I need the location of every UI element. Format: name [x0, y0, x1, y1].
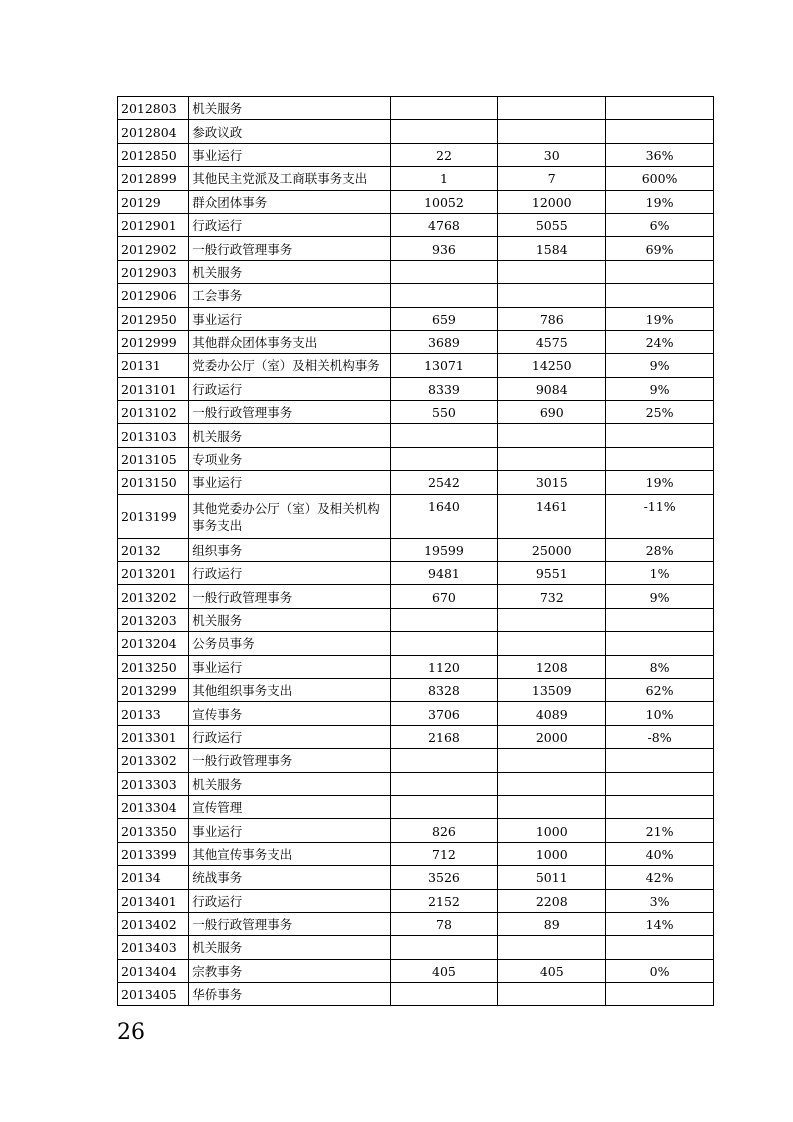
subject-name-cell: 一般行政管理事务: [189, 401, 390, 424]
table-row: [118, 983, 714, 1006]
subject-name-cell: 事业运行: [189, 143, 390, 166]
subject-name-cell: 机关服务: [189, 772, 390, 795]
subject-name-cell: 群众团体事务: [189, 190, 390, 213]
previous-year-amount-cell: [390, 260, 498, 283]
subject-code-cell: 2013150: [118, 471, 189, 494]
current-year-amount-cell: [498, 795, 606, 818]
growth-rate-cell: 9%: [606, 377, 714, 400]
subject-name-cell: 宣传管理: [189, 795, 390, 818]
subject-code-cell: 2013299: [118, 678, 189, 701]
current-year-amount-cell: [498, 632, 606, 655]
subject-code-cell: 2013402: [118, 912, 189, 935]
table-row: [118, 866, 714, 889]
subject-name-cell: 事业运行: [189, 471, 390, 494]
previous-year-amount-cell: 13071: [390, 354, 498, 377]
previous-year-amount-cell: 2152: [390, 889, 498, 912]
growth-rate-cell: [606, 772, 714, 795]
table-row: [118, 167, 714, 190]
table-row: [118, 538, 714, 561]
table-row: [118, 889, 714, 912]
subject-name-cell: 其他宣传事务支出: [189, 842, 390, 865]
current-year-amount-cell: [498, 97, 606, 120]
table-row: [118, 260, 714, 283]
previous-year-amount-cell: [390, 936, 498, 959]
table-row: [118, 447, 714, 470]
previous-year-amount-cell: 10052: [390, 190, 498, 213]
table-row: [118, 354, 714, 377]
subject-name-cell: 党委办公厅（室）及相关机构事务: [189, 354, 390, 377]
subject-name-cell: 一般行政管理事务: [189, 237, 390, 260]
subject-name-cell: 其他党委办公厅（室）及相关机构事务支出: [189, 494, 390, 538]
subject-name-cell: 行政运行: [189, 725, 390, 748]
previous-year-amount-cell: 1: [390, 167, 498, 190]
previous-year-amount-cell: 8328: [390, 678, 498, 701]
current-year-amount-cell: 5055: [498, 213, 606, 236]
subject-code-cell: 2013203: [118, 608, 189, 631]
growth-rate-cell: 8%: [606, 655, 714, 678]
previous-year-amount-cell: [390, 284, 498, 307]
previous-year-amount-cell: [390, 749, 498, 772]
current-year-amount-cell: 4575: [498, 330, 606, 353]
subject-code-cell: 2013350: [118, 819, 189, 842]
current-year-amount-cell: 1000: [498, 842, 606, 865]
current-year-amount-cell: 5011: [498, 866, 606, 889]
current-year-amount-cell: [498, 983, 606, 1006]
current-year-amount-cell: [498, 749, 606, 772]
table-row: [118, 471, 714, 494]
subject-code-cell: 2013204: [118, 632, 189, 655]
table-row: [118, 585, 714, 608]
subject-code-cell: 2012804: [118, 120, 189, 143]
subject-name-cell: 行政运行: [189, 213, 390, 236]
subject-code-cell: 2013404: [118, 959, 189, 982]
growth-rate-cell: 1%: [606, 562, 714, 585]
growth-rate-cell: [606, 120, 714, 143]
subject-name-cell: 工会事务: [189, 284, 390, 307]
current-year-amount-cell: 7: [498, 167, 606, 190]
table-row: [118, 608, 714, 631]
growth-rate-cell: -11%: [606, 494, 714, 538]
previous-year-amount-cell: 2168: [390, 725, 498, 748]
growth-rate-cell: 21%: [606, 819, 714, 842]
growth-rate-cell: 69%: [606, 237, 714, 260]
subject-code-cell: 2013405: [118, 983, 189, 1006]
current-year-amount-cell: [498, 936, 606, 959]
subject-name-cell: 机关服务: [189, 936, 390, 959]
previous-year-amount-cell: 670: [390, 585, 498, 608]
table-row: [118, 632, 714, 655]
previous-year-amount-cell: [390, 608, 498, 631]
subject-name-cell: 一般行政管理事务: [189, 749, 390, 772]
previous-year-amount-cell: [390, 795, 498, 818]
subject-code-cell: 2013301: [118, 725, 189, 748]
previous-year-amount-cell: 8339: [390, 377, 498, 400]
previous-year-amount-cell: [390, 772, 498, 795]
subject-name-cell: 机关服务: [189, 424, 390, 447]
previous-year-amount-cell: 712: [390, 842, 498, 865]
subject-name-cell: 专项业务: [189, 447, 390, 470]
growth-rate-cell: -8%: [606, 725, 714, 748]
subject-name-cell: 其他民主党派及工商联事务支出: [189, 167, 390, 190]
previous-year-amount-cell: 659: [390, 307, 498, 330]
previous-year-amount-cell: [390, 97, 498, 120]
growth-rate-cell: 6%: [606, 213, 714, 236]
table-row: [118, 237, 714, 260]
current-year-amount-cell: [498, 284, 606, 307]
growth-rate-cell: [606, 632, 714, 655]
subject-code-cell: 20132: [118, 538, 189, 561]
current-year-amount-cell: [498, 447, 606, 470]
growth-rate-cell: 36%: [606, 143, 714, 166]
subject-code-cell: 20131: [118, 354, 189, 377]
table-row: [118, 562, 714, 585]
table-row: [118, 702, 714, 725]
subject-name-cell: 宣传事务: [189, 702, 390, 725]
growth-rate-cell: 19%: [606, 190, 714, 213]
current-year-amount-cell: [498, 608, 606, 631]
table-row: [118, 725, 714, 748]
subject-code-cell: 20134: [118, 866, 189, 889]
table-body: [118, 97, 714, 1006]
previous-year-amount-cell: [390, 120, 498, 143]
subject-code-cell: 2012903: [118, 260, 189, 283]
subject-code-cell: 2012901: [118, 213, 189, 236]
growth-rate-cell: 9%: [606, 585, 714, 608]
previous-year-amount-cell: 2542: [390, 471, 498, 494]
previous-year-amount-cell: 4768: [390, 213, 498, 236]
growth-rate-cell: [606, 795, 714, 818]
current-year-amount-cell: 2208: [498, 889, 606, 912]
subject-code-cell: 2012850: [118, 143, 189, 166]
previous-year-amount-cell: 3526: [390, 866, 498, 889]
previous-year-amount-cell: 78: [390, 912, 498, 935]
growth-rate-cell: 28%: [606, 538, 714, 561]
previous-year-amount-cell: 550: [390, 401, 498, 424]
table-row: [118, 307, 714, 330]
subject-code-cell: 2013401: [118, 889, 189, 912]
table-row: [118, 494, 714, 538]
previous-year-amount-cell: 405: [390, 959, 498, 982]
previous-year-amount-cell: [390, 424, 498, 447]
growth-rate-cell: [606, 983, 714, 1006]
growth-rate-cell: 40%: [606, 842, 714, 865]
previous-year-amount-cell: 3706: [390, 702, 498, 725]
subject-name-cell: 宗教事务: [189, 959, 390, 982]
table-row: [118, 678, 714, 701]
table-row: [118, 120, 714, 143]
current-year-amount-cell: 30: [498, 143, 606, 166]
table-row: [118, 795, 714, 818]
subject-name-cell: 其他组织事务支出: [189, 678, 390, 701]
growth-rate-cell: 19%: [606, 471, 714, 494]
previous-year-amount-cell: 1640: [390, 494, 498, 538]
subject-code-cell: 2013199: [118, 494, 189, 538]
table-row: [118, 190, 714, 213]
subject-name-cell: 其他群众团体事务支出: [189, 330, 390, 353]
previous-year-amount-cell: [390, 983, 498, 1006]
subject-code-cell: 2013105: [118, 447, 189, 470]
current-year-amount-cell: 1461: [498, 494, 606, 538]
previous-year-amount-cell: 22: [390, 143, 498, 166]
subject-name-cell: 一般行政管理事务: [189, 912, 390, 935]
subject-name-cell: 行政运行: [189, 889, 390, 912]
subject-code-cell: 20133: [118, 702, 189, 725]
subject-name-cell: 组织事务: [189, 538, 390, 561]
table-row: [118, 936, 714, 959]
table-row: [118, 97, 714, 120]
table-row: [118, 213, 714, 236]
current-year-amount-cell: 2000: [498, 725, 606, 748]
current-year-amount-cell: 1000: [498, 819, 606, 842]
subject-code-cell: 2013302: [118, 749, 189, 772]
subject-code-cell: 2013102: [118, 401, 189, 424]
current-year-amount-cell: 4089: [498, 702, 606, 725]
subject-name-cell: 统战事务: [189, 866, 390, 889]
table-row: [118, 749, 714, 772]
subject-code-cell: 2013403: [118, 936, 189, 959]
previous-year-amount-cell: 9481: [390, 562, 498, 585]
growth-rate-cell: 9%: [606, 354, 714, 377]
table-row: [118, 842, 714, 865]
current-year-amount-cell: 3015: [498, 471, 606, 494]
subject-code-cell: 2012950: [118, 307, 189, 330]
subject-name-cell: 机关服务: [189, 97, 390, 120]
current-year-amount-cell: 405: [498, 959, 606, 982]
current-year-amount-cell: 732: [498, 585, 606, 608]
growth-rate-cell: 14%: [606, 912, 714, 935]
growth-rate-cell: [606, 260, 714, 283]
current-year-amount-cell: 12000: [498, 190, 606, 213]
subject-code-cell: 2013101: [118, 377, 189, 400]
growth-rate-cell: 62%: [606, 678, 714, 701]
subject-code-cell: 2012899: [118, 167, 189, 190]
page-number: 26: [117, 1020, 145, 1045]
current-year-amount-cell: 25000: [498, 538, 606, 561]
previous-year-amount-cell: [390, 632, 498, 655]
growth-rate-cell: 3%: [606, 889, 714, 912]
growth-rate-cell: [606, 608, 714, 631]
table-row: [118, 377, 714, 400]
subject-name-cell: 事业运行: [189, 655, 390, 678]
growth-rate-cell: [606, 749, 714, 772]
growth-rate-cell: 0%: [606, 959, 714, 982]
subject-code-cell: 2012902: [118, 237, 189, 260]
subject-name-cell: 机关服务: [189, 260, 390, 283]
subject-name-cell: 行政运行: [189, 562, 390, 585]
current-year-amount-cell: 89: [498, 912, 606, 935]
growth-rate-cell: 10%: [606, 702, 714, 725]
current-year-amount-cell: 9084: [498, 377, 606, 400]
subject-name-cell: 华侨事务: [189, 983, 390, 1006]
subject-name-cell: 一般行政管理事务: [189, 585, 390, 608]
growth-rate-cell: [606, 97, 714, 120]
current-year-amount-cell: 1208: [498, 655, 606, 678]
current-year-amount-cell: 690: [498, 401, 606, 424]
growth-rate-cell: 42%: [606, 866, 714, 889]
current-year-amount-cell: 14250: [498, 354, 606, 377]
table-row: [118, 284, 714, 307]
subject-code-cell: 2012999: [118, 330, 189, 353]
previous-year-amount-cell: [390, 447, 498, 470]
growth-rate-cell: 19%: [606, 307, 714, 330]
subject-code-cell: 2013303: [118, 772, 189, 795]
subject-code-cell: 2013202: [118, 585, 189, 608]
previous-year-amount-cell: 936: [390, 237, 498, 260]
subject-name-cell: 事业运行: [189, 819, 390, 842]
current-year-amount-cell: [498, 260, 606, 283]
current-year-amount-cell: [498, 120, 606, 143]
subject-code-cell: 2012906: [118, 284, 189, 307]
current-year-amount-cell: 9551: [498, 562, 606, 585]
subject-code-cell: 2013304: [118, 795, 189, 818]
previous-year-amount-cell: 1120: [390, 655, 498, 678]
subject-name-cell: 事业运行: [189, 307, 390, 330]
subject-code-cell: 2013201: [118, 562, 189, 585]
subject-code-cell: 2013250: [118, 655, 189, 678]
current-year-amount-cell: 13509: [498, 678, 606, 701]
subject-name-cell: 参政议政: [189, 120, 390, 143]
previous-year-amount-cell: 826: [390, 819, 498, 842]
growth-rate-cell: 600%: [606, 167, 714, 190]
table-row: [118, 143, 714, 166]
table-row: [118, 912, 714, 935]
previous-year-amount-cell: 19599: [390, 538, 498, 561]
subject-code-cell: 2013399: [118, 842, 189, 865]
table-row: [118, 819, 714, 842]
subject-code-cell: 2012803: [118, 97, 189, 120]
subject-code-cell: 2013103: [118, 424, 189, 447]
current-year-amount-cell: [498, 772, 606, 795]
current-year-amount-cell: [498, 424, 606, 447]
current-year-amount-cell: 786: [498, 307, 606, 330]
growth-rate-cell: 25%: [606, 401, 714, 424]
growth-rate-cell: [606, 424, 714, 447]
growth-rate-cell: [606, 936, 714, 959]
growth-rate-cell: 24%: [606, 330, 714, 353]
table-row: [118, 959, 714, 982]
subject-code-cell: 20129: [118, 190, 189, 213]
budget-table: [117, 96, 714, 1006]
previous-year-amount-cell: 3689: [390, 330, 498, 353]
table-row: [118, 772, 714, 795]
growth-rate-cell: [606, 447, 714, 470]
table-row: [118, 401, 714, 424]
table-row: [118, 424, 714, 447]
current-year-amount-cell: 1584: [498, 237, 606, 260]
subject-name-cell: 机关服务: [189, 608, 390, 631]
subject-name-cell: 行政运行: [189, 377, 390, 400]
growth-rate-cell: [606, 284, 714, 307]
table-row: [118, 330, 714, 353]
table-row: [118, 655, 714, 678]
subject-name-cell: 公务员事务: [189, 632, 390, 655]
